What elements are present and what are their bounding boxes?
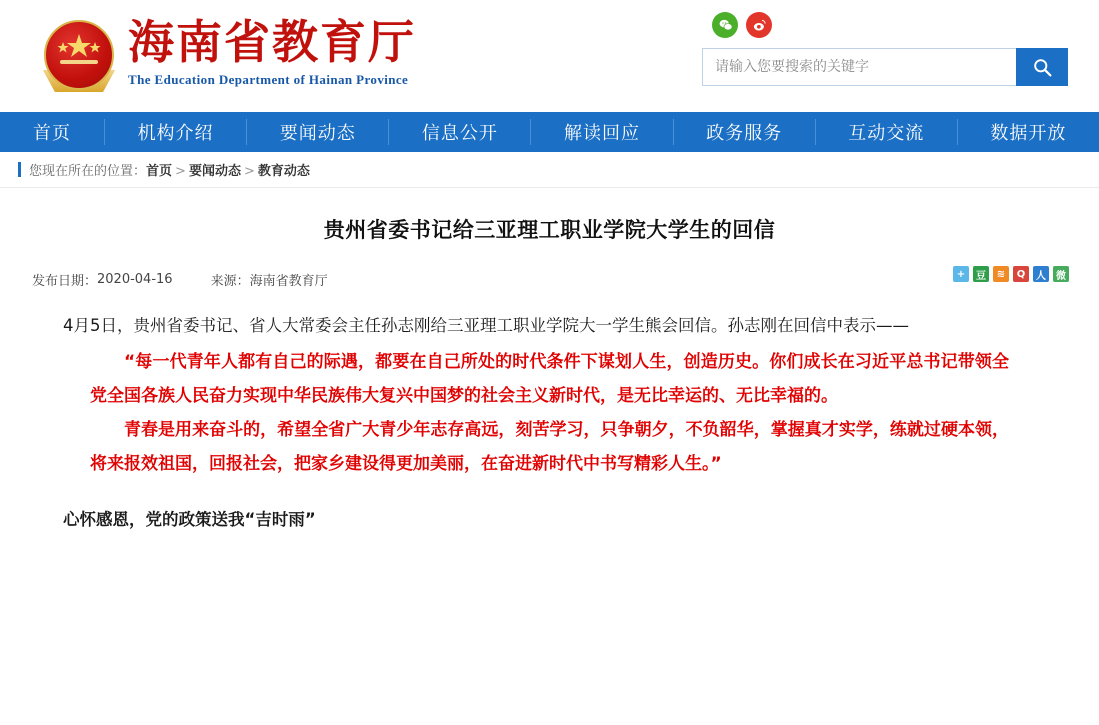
share-wechat-icon[interactable]: 微 (1053, 266, 1069, 282)
wechat-glyph-icon (718, 18, 733, 33)
breadcrumb-text (29, 160, 310, 179)
breadcrumb-prefix: 您现在所在的位置： (29, 164, 147, 179)
publish-date-value: 2020-04-16 (97, 272, 173, 287)
main-nav (0, 112, 1099, 152)
breadcrumb-sep-1: > (175, 164, 186, 179)
site-title-cn: 海南省教育厅 (128, 15, 416, 69)
search-box[interactable] (702, 48, 1068, 86)
site-title-en: The Education Department of Hainan Province (128, 72, 409, 87)
share-more-icon[interactable]: + (953, 266, 969, 282)
nav-item-interaction[interactable]: 互动交流 (848, 123, 925, 144)
breadcrumb (0, 152, 1099, 188)
article-body (30, 309, 1069, 537)
weibo-glyph-icon (752, 18, 767, 33)
article-meta (30, 270, 1069, 289)
nav-item-interpretation[interactable]: 解读回应 (563, 123, 640, 144)
quote-paragraph-1: “每一代青年人都有自己的际遇，都要在自己所处的时代条件下谋划人生，创造历史。你们成长在习近平总书记带领全党全国各族人民奋力实现中华民族伟大复兴中国梦的社会主义新时代，是无比幸运的、无比幸福的。 (90, 352, 1009, 406)
search-input[interactable] (702, 48, 1016, 86)
nav-item-disclosure[interactable]: 信息公开 (421, 123, 498, 144)
nav-item-services[interactable]: 政务服务 (706, 123, 783, 144)
search-button[interactable] (1016, 48, 1068, 86)
weibo-icon[interactable] (746, 12, 772, 38)
site-title-block (128, 14, 416, 88)
share-people-icon[interactable]: 人 (1033, 266, 1049, 282)
nav-item-news[interactable]: 要闻动态 (279, 123, 356, 144)
source-label: 来源： (210, 274, 250, 289)
share-qzone-icon[interactable]: Q (1013, 266, 1029, 282)
share-rss-icon[interactable]: ≋ (993, 266, 1009, 282)
search-icon (1032, 57, 1053, 78)
page-title: 贵州省委书记给三亚理工职业学院大学生的回信 (323, 218, 776, 242)
breadcrumb-item-3[interactable]: 教育动态 (257, 164, 310, 179)
site-header (0, 0, 1099, 112)
publish-date-label: 发布日期： (32, 274, 98, 289)
wechat-icon[interactable] (712, 12, 738, 38)
breadcrumb-accent (18, 162, 21, 177)
nav-item-opendata[interactable]: 数据开放 (990, 123, 1067, 144)
nav-item-home[interactable]: 首页 (33, 123, 71, 144)
source-value: 海南省教育厅 (249, 274, 328, 289)
quote-block (30, 345, 1069, 481)
share-buttons (953, 266, 1069, 282)
nav-item-org[interactable]: 机构介绍 (137, 123, 214, 144)
article-lead-paragraph: 4月5日，贵州省委书记、省人大常委会主任孙志刚给三亚理工职业学院大一学生熊会回信。孙志刚在回信中表示—— (63, 316, 909, 335)
quote-paragraph-2: 青春是用来奋斗的，希望全省广大青少年志存高远，刻苦学习，只争朝夕，不负韶华，掌握真才实学，练就过硬本领，将来报效祖国，回报社会，把家乡建设得更加美丽，在奋进新时代中书写精彩人生。” (90, 420, 1009, 474)
social-links (712, 12, 772, 38)
breadcrumb-item-1[interactable]: 首页 (146, 164, 173, 179)
share-renren-icon[interactable]: 豆 (973, 266, 989, 282)
article-tail-paragraph: 心怀感恩，党的政策送我“吉时雨” (63, 510, 316, 529)
breadcrumb-sep-2: > (243, 164, 255, 179)
national-emblem-icon (36, 12, 122, 98)
emblem-stars-icon (36, 12, 122, 98)
breadcrumb-item-2[interactable]: 要闻动态 (188, 164, 241, 179)
article (0, 214, 1099, 537)
